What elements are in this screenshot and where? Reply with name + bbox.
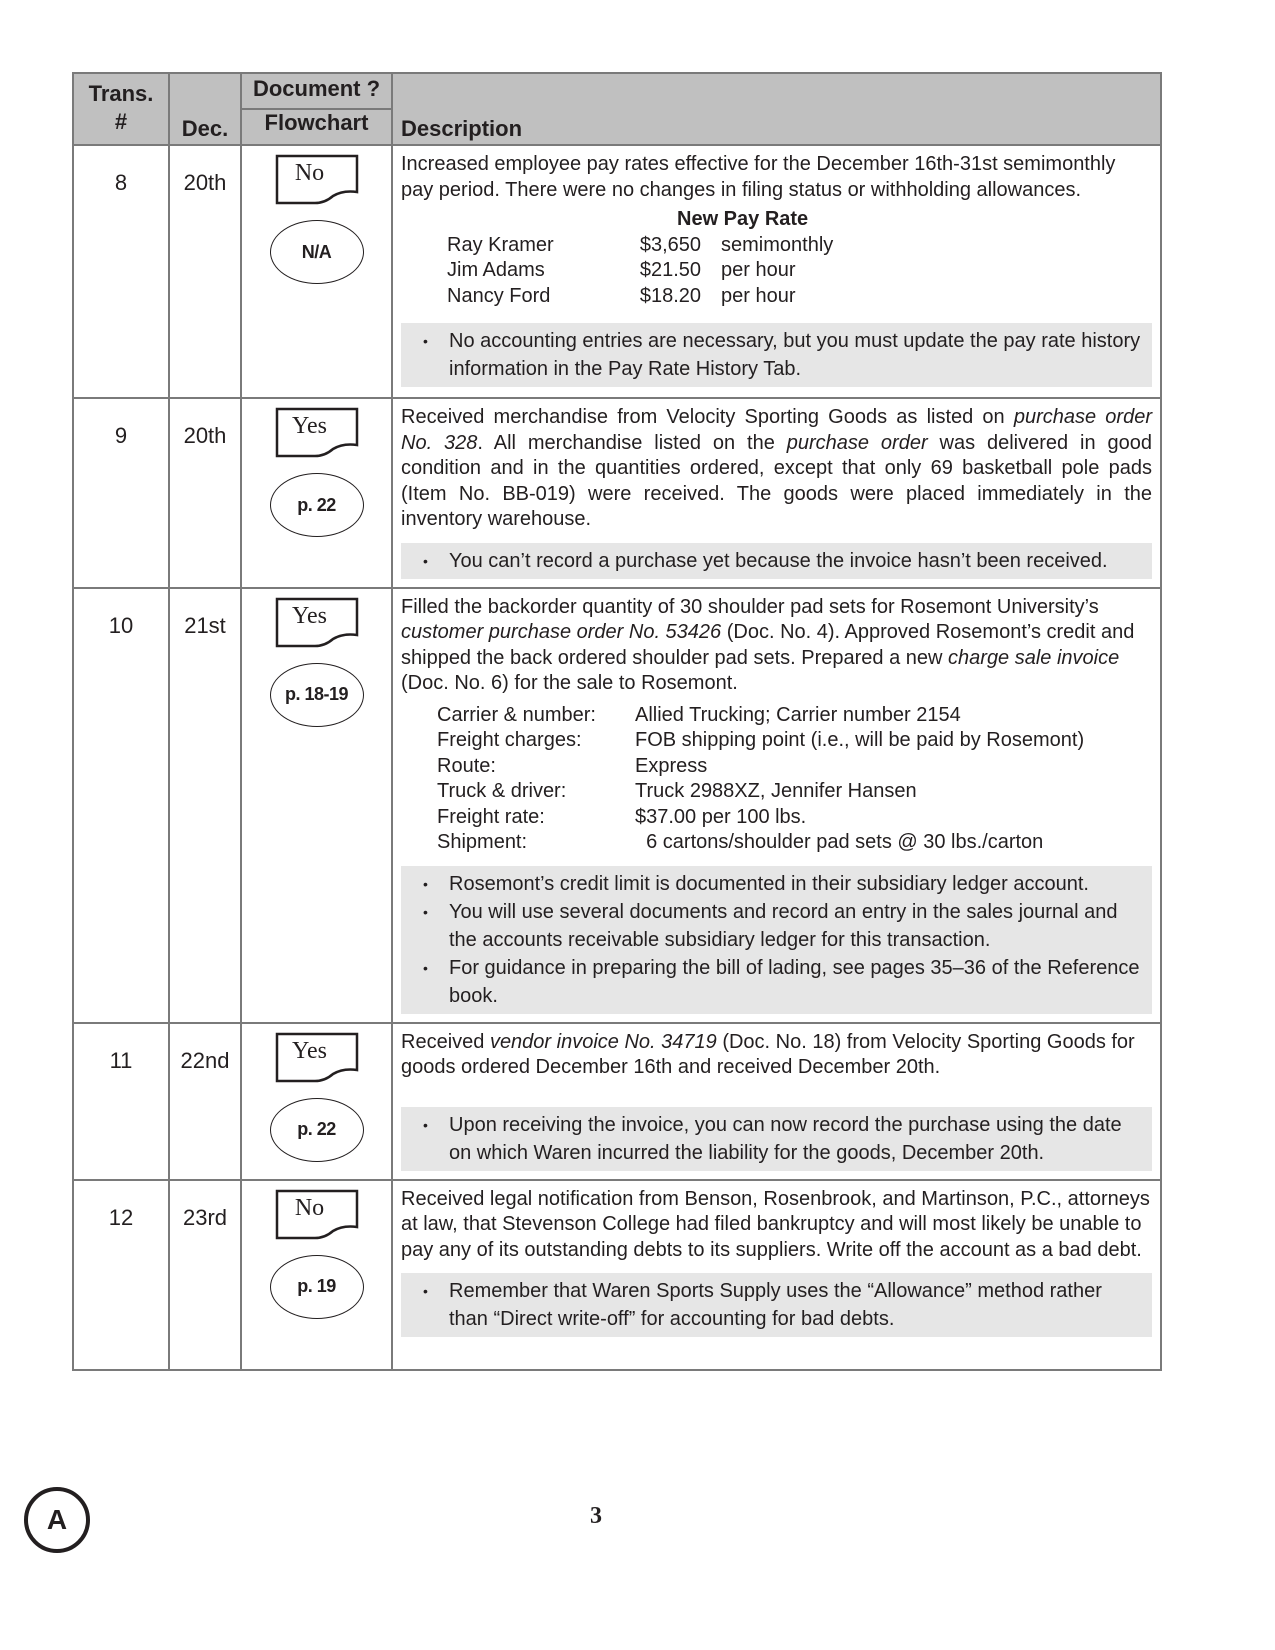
pay-unit: per hour — [721, 259, 796, 281]
note-box — [401, 866, 1152, 1014]
shipping-label: Freight charges: — [437, 729, 582, 751]
document-symbol-icon — [275, 597, 359, 649]
note-box — [401, 323, 1152, 387]
trans-number: 12 — [73, 1180, 169, 1370]
text-run: Received — [401, 1030, 490, 1053]
header-dec: Dec. — [169, 73, 241, 145]
text-run: was delivered in good condition and in the quantities ordered, except that only 69 basketball pole pads (Item No. BB-019) were received. The goods were placed immediately in the inventory warehouse. — [401, 431, 1152, 530]
employee-name: Jim Adams — [447, 259, 545, 281]
header-trans-label: Trans. — [88, 81, 154, 106]
document-symbol-icon — [275, 407, 359, 459]
text-run: (Doc. No. 18) from Velocity Sporting Goods for goods ordered December 16th and received December 20th. — [401, 1030, 1135, 1078]
shipping-label: Route: — [437, 754, 496, 777]
table-row — [73, 398, 1161, 588]
shipping-row — [437, 830, 1152, 856]
note-item: • Rosemont’s credit limit is documented in their subsidiary ledger account. — [449, 870, 1144, 898]
trans-date: 22nd — [169, 1023, 241, 1180]
shipping-details — [437, 703, 1152, 856]
description-text — [401, 1030, 1152, 1081]
pay-rate-table — [447, 207, 1152, 309]
pay-amount: $3,650 — [639, 233, 701, 256]
document-symbol-icon — [275, 154, 359, 206]
note-box — [401, 1107, 1152, 1171]
trans-number: 8 — [73, 145, 169, 398]
pay-rate-row — [447, 258, 1152, 284]
description-cell — [392, 1023, 1161, 1180]
italic-run: charge sale invoice — [948, 646, 1120, 669]
document-answer: Yes — [292, 602, 327, 629]
pay-unit: semimonthly — [721, 233, 834, 256]
note-box — [401, 543, 1152, 579]
document-symbol-icon — [275, 1032, 359, 1084]
flowchart-cell — [241, 145, 392, 398]
trans-number: 9 — [73, 398, 169, 588]
trans-date: 20th — [169, 145, 241, 398]
description-cell — [392, 145, 1161, 398]
flowchart-page-ref: p. 22 — [270, 473, 364, 537]
text-run: . All merchandise listed on the — [477, 431, 787, 454]
header-description: Description — [392, 73, 1161, 145]
header-number-label: # — [114, 109, 128, 134]
trans-date: 21st — [169, 588, 241, 1023]
page-number: 3 — [590, 1503, 602, 1529]
table-row — [73, 588, 1161, 1023]
description-cell — [392, 1180, 1161, 1370]
section-badge-icon: A — [24, 1487, 90, 1553]
shipping-row — [437, 805, 1152, 831]
note-item: • Upon receiving the invoice, you can now record the purchase using the date on which Waren incurred the liability for the goods, December 20th. — [449, 1111, 1144, 1167]
document-answer: Yes — [292, 413, 327, 439]
flowchart-cell — [241, 1180, 392, 1370]
shipping-label: Freight rate: — [437, 805, 545, 828]
pay-amount: $21.50 — [639, 259, 701, 281]
italic-run: purchase order No. 328 — [401, 406, 1152, 454]
trans-date: 20th — [169, 398, 241, 588]
table-row — [73, 145, 1161, 398]
description-text — [401, 405, 1152, 533]
note-item: • You can’t record a purchase yet because the invoice hasn’t been received. — [449, 547, 1144, 575]
shipping-row — [437, 728, 1152, 754]
employee-name: Nancy Ford — [447, 284, 551, 307]
document-answer: No — [294, 160, 325, 186]
shipping-label: Truck & driver: — [437, 780, 567, 802]
header-document: Document ? — [241, 73, 392, 109]
document-symbol-icon — [275, 1189, 359, 1241]
pay-amount: $18.20 — [639, 284, 701, 307]
document-answer: No — [294, 1194, 325, 1221]
description-cell — [392, 398, 1161, 588]
italic-run: customer purchase order No. 53426 — [401, 621, 722, 643]
italic-run: purchase order — [786, 431, 928, 454]
flowchart-page-ref: N/A — [270, 220, 364, 284]
trans-number: 11 — [73, 1023, 169, 1180]
description-text — [401, 595, 1152, 697]
pay-unit: per hour — [721, 284, 796, 307]
employee-name: Ray Kramer — [447, 233, 554, 256]
note-item: • Remember that Waren Sports Supply uses the “Allowance” method rather than “Direct write-off” for accounting for bad debts. — [449, 1277, 1144, 1333]
note-item: • No accounting entries are necessary, but you must update the pay rate history information in the Pay Rate History Tab. — [449, 327, 1144, 383]
shipping-value: 6 cartons/shoulder pad sets @ 30 lbs./carton — [635, 831, 1044, 853]
header-trans-number — [73, 73, 169, 145]
flowchart-cell — [241, 1023, 392, 1180]
text-run: Received merchandise from Velocity Sporting Goods as listed on — [401, 406, 1014, 428]
shipping-value: Express — [635, 754, 708, 777]
shipping-row — [437, 703, 1152, 729]
note-box — [401, 1273, 1152, 1337]
shipping-label: Carrier & number: — [437, 703, 596, 726]
description-cell — [392, 588, 1161, 1023]
trans-number: 10 — [73, 588, 169, 1023]
pay-rate-row — [447, 233, 1152, 259]
flowchart-page-ref: p. 22 — [270, 1098, 364, 1162]
table-row — [73, 1180, 1161, 1370]
trans-date: 23rd — [169, 1180, 241, 1370]
text-run: (Doc. No. 6) for the sale to Rosemont. — [401, 672, 738, 694]
pay-rate-row — [447, 284, 1152, 310]
shipping-row — [437, 754, 1152, 780]
italic-run: vendor invoice No. 34719 — [489, 1030, 717, 1053]
flowchart-page-ref: p. 19 — [270, 1255, 364, 1319]
shipping-value: FOB shipping point (i.e., will be paid by Rosemont) — [635, 729, 1085, 751]
note-item: • For guidance in preparing the bill of lading, see pages 35–36 of the Reference book. — [449, 954, 1144, 1010]
shipping-value: $37.00 per 100 lbs. — [635, 805, 807, 828]
text-run: Filled the backorder quantity of 30 shoulder pad sets for Rosemont University’s — [401, 595, 1099, 618]
flowchart-cell — [241, 588, 392, 1023]
header-flowchart: Flowchart — [241, 109, 392, 145]
note-item: • You will use several documents and record an entry in the sales journal and the accounts receivable subsidiary ledger for this transaction. — [449, 898, 1144, 954]
description-text: Increased employee pay rates effective for the December 16th-31st semimonthly pay period. There were no changes in filing status or withholding allowances. — [401, 153, 1116, 201]
shipping-row — [437, 779, 1152, 805]
shipping-label: Shipment: — [437, 831, 528, 853]
table-row — [73, 1023, 1161, 1180]
flowchart-page-ref: p. 18-19 — [270, 663, 364, 727]
shipping-value: Allied Trucking; Carrier number 2154 — [635, 703, 961, 726]
pay-rate-title: New Pay Rate — [677, 208, 809, 230]
document-answer: Yes — [292, 1037, 327, 1064]
transactions-table — [72, 72, 1162, 1371]
shipping-value: Truck 2988XZ, Jennifer Hansen — [635, 780, 917, 802]
description-text: Received legal notification from Benson, Rosenbrook, and Martinson, P.C., attorneys at law, that Stevenson College had filed bankruptcy and will most likely be unable to pay any of its outstanding debts to its suppliers. Write off the account as a bad debt. — [401, 1187, 1150, 1261]
text-run: (Doc. No. 4). Approved Rosemont’s credit and shipped the back ordered shoulder pad sets. Prepared a new — [401, 621, 1135, 669]
flowchart-cell — [241, 398, 392, 588]
